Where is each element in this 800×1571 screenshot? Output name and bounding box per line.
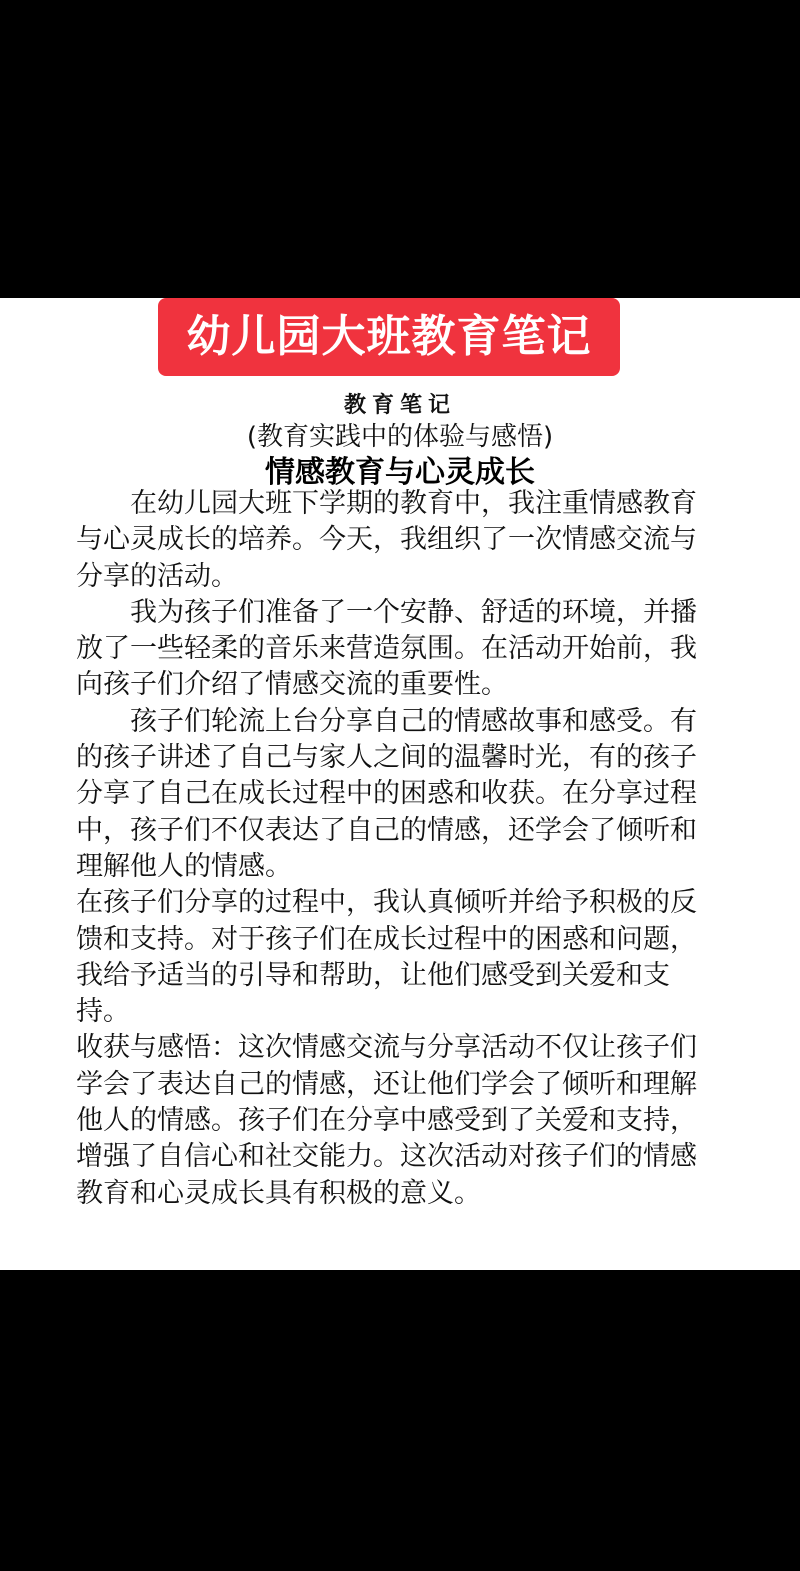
top-black-bar: [0, 0, 800, 298]
banner-title: 幼儿园大班教育笔记: [186, 311, 592, 362]
paragraph-preparation: 我为孩子们准备了一个安静、舒适的环境，并播放了一些轻柔的音乐来营造氛围。在活动开始前，我向孩子们介绍了情感交流的重要性。: [76, 596, 697, 701]
paragraph-sharing: 孩子们轮流上台分享自己的情感故事和感受。有的孩子讲述了自己与家人之间的温馨时光，有的孩子分享了自己在成长过程中的困惑和收获。在分享过程中，孩子们不仅表达了自己的情感，还学会了倾听和理解他人的情感。: [76, 705, 697, 882]
title-banner: [158, 298, 620, 376]
paragraph-feedback: 在孩子们分享的过程中，我认真倾听并给予积极的反馈和支持。对于孩子们在成长过程中的困惑和问题，我给予适当的引导和帮助，让他们感受到关爱和支持。: [76, 887, 697, 1028]
note-heading: 情感教育与心灵成长: [265, 455, 535, 490]
note-subtitle: (教育实践中的体验与感悟): [246, 422, 554, 452]
paragraph-reflection: 收获与感悟：这次情感交流与分享活动不仅让孩子们学会了表达自己的情感，还让他们学会了倾听和理解他人的情感。孩子们在分享中感受到了关爱和支持，增强了自信心和社交能力。这次活动对孩子们的情感教育和心灵成长具有积极的意义。: [76, 1032, 697, 1209]
paragraph-intro: 在幼儿园大班下学期的教育中，我注重情感教育与心灵成长的培养。今天，我组织了一次情感交流与分享的活动。: [76, 488, 697, 592]
note-label: 教育笔记: [343, 393, 456, 418]
note-body: [76, 486, 716, 1212]
bottom-black-bar: [0, 1270, 800, 1571]
